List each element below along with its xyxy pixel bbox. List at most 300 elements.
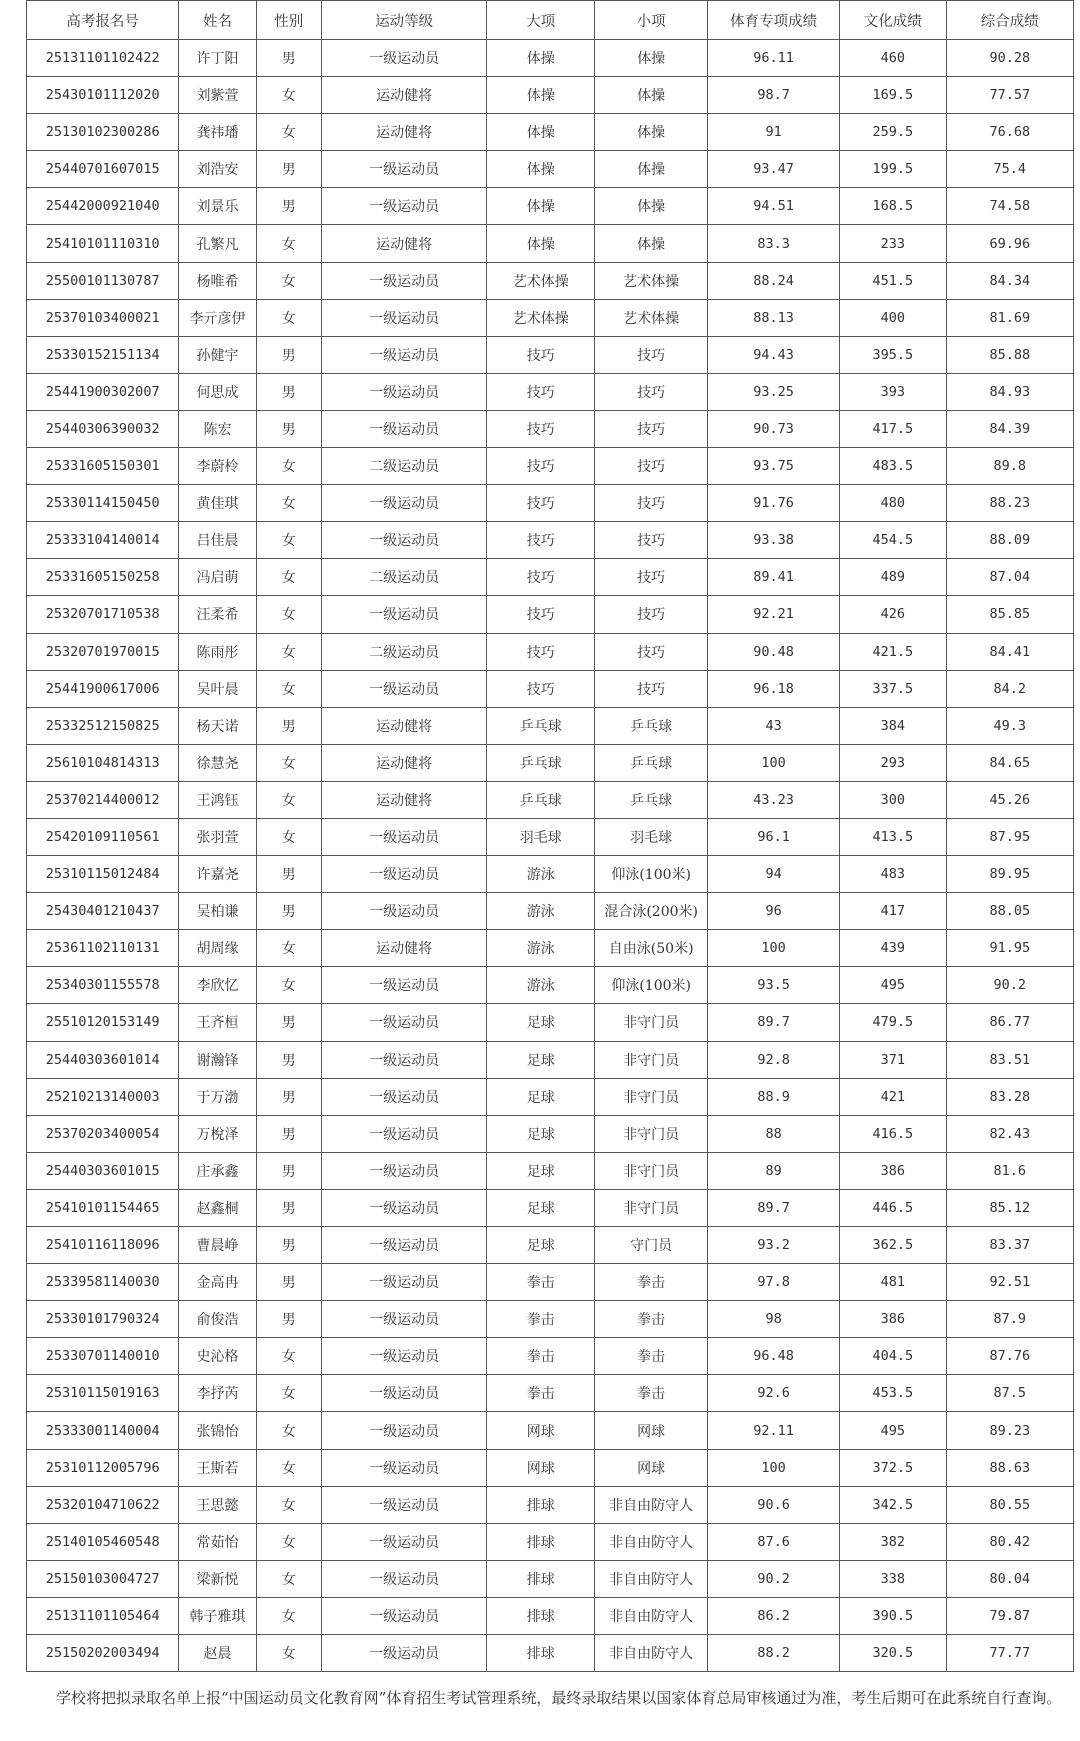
student-name-cell: 胡周缘: [179, 930, 256, 967]
student-name-cell: 王鸿钰: [179, 781, 256, 818]
sub-event-cell: 网球: [595, 1449, 708, 1486]
culture-score-cell: 233: [839, 225, 946, 262]
total-score-cell: 84.41: [946, 633, 1073, 670]
student-name-cell: 汪柔希: [179, 596, 256, 633]
major-event-cell: 体操: [487, 77, 595, 114]
culture-score-cell: 338: [839, 1560, 946, 1597]
total-score-cell: 84.93: [946, 373, 1073, 410]
athlete-level-cell: 一级运动员: [321, 1597, 486, 1634]
student-name-cell: 陈宏: [179, 410, 256, 447]
athlete-level-cell: 一级运动员: [321, 1189, 486, 1226]
total-score-cell: 85.88: [946, 336, 1073, 373]
table-row: [27, 856, 1074, 893]
total-score-cell: 85.12: [946, 1189, 1073, 1226]
culture-score-cell: 439: [839, 930, 946, 967]
sports-score-cell: 89: [708, 1152, 840, 1189]
athlete-level-cell: 一级运动员: [321, 1301, 486, 1338]
student-name-cell: 谢瀚锋: [179, 1041, 256, 1078]
sports-score-cell: 43: [708, 707, 840, 744]
gender-cell: 男: [256, 1189, 321, 1226]
sub-event-cell: 非自由防守人: [595, 1486, 708, 1523]
table-row: [27, 114, 1074, 151]
major-event-cell: 游泳: [487, 967, 595, 1004]
student-name-cell: 孔繁凡: [179, 225, 256, 262]
sub-event-cell: 非自由防守人: [595, 1523, 708, 1560]
table-row: [27, 1597, 1074, 1634]
sports-score-cell: 89.7: [708, 1189, 840, 1226]
total-score-cell: 77.77: [946, 1635, 1073, 1672]
exam-id-cell: 25150202003494: [27, 1635, 179, 1672]
table-row: [27, 522, 1074, 559]
athlete-level-cell: 一级运动员: [321, 522, 486, 559]
exam-id-cell: 25330701140010: [27, 1338, 179, 1375]
sports-score-cell: 88.2: [708, 1635, 840, 1672]
total-score-cell: 90.2: [946, 967, 1073, 1004]
table-row: [27, 559, 1074, 596]
major-event-cell: 技巧: [487, 596, 595, 633]
culture-score-cell: 199.5: [839, 151, 946, 188]
total-score-cell: 83.37: [946, 1227, 1073, 1264]
total-score-cell: 80.42: [946, 1523, 1073, 1560]
gender-cell: 男: [256, 707, 321, 744]
culture-score-cell: 395.5: [839, 336, 946, 373]
student-name-cell: 陈雨彤: [179, 633, 256, 670]
total-score-cell: 80.04: [946, 1560, 1073, 1597]
sub-event-cell: 技巧: [595, 522, 708, 559]
student-name-cell: 曹晨峥: [179, 1227, 256, 1264]
exam-id-cell: 25410101154465: [27, 1189, 179, 1226]
table-row: [27, 1078, 1074, 1115]
table-row: [27, 485, 1074, 522]
athlete-level-cell: 一级运动员: [321, 1486, 486, 1523]
sub-event-cell: 羽毛球: [595, 818, 708, 855]
athlete-level-cell: 一级运动员: [321, 151, 486, 188]
culture-score-cell: 460: [839, 40, 946, 77]
sub-event-cell: 混合泳(200米): [595, 893, 708, 930]
gender-cell: 女: [256, 744, 321, 781]
total-score-cell: 87.04: [946, 559, 1073, 596]
sub-event-cell: 守门员: [595, 1227, 708, 1264]
major-event-cell: 乒乓球: [487, 781, 595, 818]
culture-score-cell: 426: [839, 596, 946, 633]
exam-id-cell: 25150103004727: [27, 1560, 179, 1597]
culture-score-cell: 421: [839, 1078, 946, 1115]
major-event-cell: 乒乓球: [487, 707, 595, 744]
major-event-cell: 拳击: [487, 1301, 595, 1338]
gender-cell: 女: [256, 299, 321, 336]
athlete-level-cell: 一级运动员: [321, 1115, 486, 1152]
sports-score-cell: 93.2: [708, 1227, 840, 1264]
table-row: [27, 40, 1074, 77]
total-score-cell: 87.95: [946, 818, 1073, 855]
col-gender-header: 性别: [256, 1, 321, 40]
sub-event-cell: 自由泳(50米): [595, 930, 708, 967]
gender-cell: 女: [256, 225, 321, 262]
major-event-cell: 排球: [487, 1560, 595, 1597]
sub-event-cell: 非守门员: [595, 1152, 708, 1189]
sports-score-cell: 83.3: [708, 225, 840, 262]
table-row: [27, 1041, 1074, 1078]
total-score-cell: 89.95: [946, 856, 1073, 893]
table-row: [27, 336, 1074, 373]
athlete-level-cell: 二级运动员: [321, 633, 486, 670]
sports-score-cell: 100: [708, 930, 840, 967]
exam-id-cell: 25339581140030: [27, 1264, 179, 1301]
student-name-cell: 李亓彦伊: [179, 299, 256, 336]
gender-cell: 女: [256, 1338, 321, 1375]
student-name-cell: 龚祎璠: [179, 114, 256, 151]
col-major-event-header: 大项: [487, 1, 595, 40]
table-row: [27, 1560, 1074, 1597]
table-row: [27, 1412, 1074, 1449]
table-row: [27, 225, 1074, 262]
total-score-cell: 75.4: [946, 151, 1073, 188]
gender-cell: 男: [256, 373, 321, 410]
table-row: [27, 967, 1074, 1004]
total-score-cell: 90.28: [946, 40, 1073, 77]
total-score-cell: 83.51: [946, 1041, 1073, 1078]
sub-event-cell: 体操: [595, 77, 708, 114]
sports-score-cell: 43.23: [708, 781, 840, 818]
sub-event-cell: 体操: [595, 188, 708, 225]
sports-score-cell: 92.8: [708, 1041, 840, 1078]
athlete-level-cell: 一级运动员: [321, 299, 486, 336]
major-event-cell: 游泳: [487, 930, 595, 967]
sub-event-cell: 技巧: [595, 410, 708, 447]
sports-score-cell: 89.7: [708, 1004, 840, 1041]
total-score-cell: 84.39: [946, 410, 1073, 447]
athlete-level-cell: 一级运动员: [321, 40, 486, 77]
total-score-cell: 74.58: [946, 188, 1073, 225]
exam-id-cell: 25441900617006: [27, 670, 179, 707]
total-score-cell: 45.26: [946, 781, 1073, 818]
culture-score-cell: 372.5: [839, 1449, 946, 1486]
gender-cell: 女: [256, 781, 321, 818]
student-name-cell: 许嘉尧: [179, 856, 256, 893]
student-name-cell: 王斯若: [179, 1449, 256, 1486]
exam-id-cell: 25333001140004: [27, 1412, 179, 1449]
athlete-level-cell: 一级运动员: [321, 1523, 486, 1560]
major-event-cell: 网球: [487, 1449, 595, 1486]
total-score-cell: 84.34: [946, 262, 1073, 299]
gender-cell: 男: [256, 1301, 321, 1338]
athlete-level-cell: 一级运动员: [321, 1004, 486, 1041]
total-score-cell: 87.9: [946, 1301, 1073, 1338]
athlete-level-cell: 一级运动员: [321, 1338, 486, 1375]
athlete-level-cell: 一级运动员: [321, 1227, 486, 1264]
gender-cell: 男: [256, 336, 321, 373]
exam-id-cell: 25420109110561: [27, 818, 179, 855]
student-name-cell: 杨唯希: [179, 262, 256, 299]
gender-cell: 男: [256, 856, 321, 893]
student-name-cell: 吴叶晨: [179, 670, 256, 707]
total-score-cell: 76.68: [946, 114, 1073, 151]
gender-cell: 女: [256, 1486, 321, 1523]
sports-score-cell: 90.73: [708, 410, 840, 447]
student-name-cell: 徐慧尧: [179, 744, 256, 781]
sports-score-cell: 96.48: [708, 1338, 840, 1375]
sports-score-cell: 98: [708, 1301, 840, 1338]
sub-event-cell: 技巧: [595, 596, 708, 633]
sub-event-cell: 技巧: [595, 670, 708, 707]
sports-score-cell: 89.41: [708, 559, 840, 596]
admission-list: [26, 0, 1074, 1672]
major-event-cell: 足球: [487, 1041, 595, 1078]
major-event-cell: 技巧: [487, 448, 595, 485]
exam-id-cell: 25140105460548: [27, 1523, 179, 1560]
gender-cell: 女: [256, 967, 321, 1004]
exam-id-cell: 25410101110310: [27, 225, 179, 262]
exam-id-cell: 25410116118096: [27, 1227, 179, 1264]
athlete-level-cell: 一级运动员: [321, 1078, 486, 1115]
total-score-cell: 77.57: [946, 77, 1073, 114]
table-row: [27, 1115, 1074, 1152]
admission-note: 学校将把拟录取名单上报“中国运动员文化教育网”体育招生考试管理系统，最终录取结果以国家体育总局审核通过为准，考生后期可在此系统自行查询。: [56, 1689, 1062, 1707]
total-score-cell: 83.28: [946, 1078, 1073, 1115]
table-row: [27, 151, 1074, 188]
table-row: [27, 1486, 1074, 1523]
sports-score-cell: 88: [708, 1115, 840, 1152]
sports-score-cell: 88.13: [708, 299, 840, 336]
athlete-level-cell: 运动健将: [321, 930, 486, 967]
total-score-cell: 88.63: [946, 1449, 1073, 1486]
total-score-cell: 89.23: [946, 1412, 1073, 1449]
culture-score-cell: 481: [839, 1264, 946, 1301]
sub-event-cell: 技巧: [595, 485, 708, 522]
student-name-cell: 孙健宇: [179, 336, 256, 373]
athlete-level-cell: 二级运动员: [321, 559, 486, 596]
sub-event-cell: 非自由防守人: [595, 1635, 708, 1672]
major-event-cell: 技巧: [487, 633, 595, 670]
major-event-cell: 排球: [487, 1523, 595, 1560]
gender-cell: 女: [256, 596, 321, 633]
sports-score-cell: 88.9: [708, 1078, 840, 1115]
athlete-level-cell: 一级运动员: [321, 818, 486, 855]
total-score-cell: 79.87: [946, 1597, 1073, 1634]
total-score-cell: 88.09: [946, 522, 1073, 559]
major-event-cell: 技巧: [487, 670, 595, 707]
table-row: [27, 744, 1074, 781]
culture-score-cell: 342.5: [839, 1486, 946, 1523]
culture-score-cell: 371: [839, 1041, 946, 1078]
major-event-cell: 体操: [487, 225, 595, 262]
gender-cell: 男: [256, 1264, 321, 1301]
sub-event-cell: 非守门员: [595, 1004, 708, 1041]
culture-score-cell: 421.5: [839, 633, 946, 670]
major-event-cell: 足球: [487, 1115, 595, 1152]
exam-id-cell: 25442000921040: [27, 188, 179, 225]
sports-score-cell: 93.47: [708, 151, 840, 188]
sub-event-cell: 拳击: [595, 1301, 708, 1338]
table-header-row: [27, 1, 1074, 40]
sub-event-cell: 艺术体操: [595, 299, 708, 336]
table-row: [27, 1227, 1074, 1264]
table-row: [27, 1004, 1074, 1041]
major-event-cell: 排球: [487, 1486, 595, 1523]
student-name-cell: 吴柏谦: [179, 893, 256, 930]
culture-score-cell: 337.5: [839, 670, 946, 707]
table-row: [27, 262, 1074, 299]
sports-score-cell: 96.1: [708, 818, 840, 855]
major-event-cell: 排球: [487, 1635, 595, 1672]
athlete-level-cell: 一级运动员: [321, 373, 486, 410]
sports-score-cell: 93.38: [708, 522, 840, 559]
sports-score-cell: 90.6: [708, 1486, 840, 1523]
culture-score-cell: 362.5: [839, 1227, 946, 1264]
gender-cell: 女: [256, 1597, 321, 1634]
col-sports-score-header: 体育专项成绩: [708, 1, 840, 40]
major-event-cell: 游泳: [487, 856, 595, 893]
table-row: [27, 1264, 1074, 1301]
exam-id-cell: 25370203400054: [27, 1115, 179, 1152]
culture-score-cell: 451.5: [839, 262, 946, 299]
culture-score-cell: 453.5: [839, 1375, 946, 1412]
sports-score-cell: 96.18: [708, 670, 840, 707]
gender-cell: 男: [256, 893, 321, 930]
exam-id-cell: 25320701710538: [27, 596, 179, 633]
sports-score-cell: 90.48: [708, 633, 840, 670]
student-name-cell: 张羽萱: [179, 818, 256, 855]
athlete-level-cell: 一级运动员: [321, 188, 486, 225]
exam-id-cell: 25130102300286: [27, 114, 179, 151]
major-event-cell: 羽毛球: [487, 818, 595, 855]
gender-cell: 女: [256, 1412, 321, 1449]
exam-id-cell: 25441900302007: [27, 373, 179, 410]
sports-score-cell: 91.76: [708, 485, 840, 522]
sports-score-cell: 100: [708, 744, 840, 781]
sports-score-cell: 90.2: [708, 1560, 840, 1597]
culture-score-cell: 417.5: [839, 410, 946, 447]
exam-id-cell: 25330101790324: [27, 1301, 179, 1338]
gender-cell: 女: [256, 114, 321, 151]
athlete-level-cell: 一级运动员: [321, 596, 486, 633]
exam-id-cell: 25440306390032: [27, 410, 179, 447]
table-row: [27, 410, 1074, 447]
sports-score-cell: 96.11: [708, 40, 840, 77]
student-name-cell: 李欣忆: [179, 967, 256, 1004]
total-score-cell: 86.77: [946, 1004, 1073, 1041]
athlete-level-cell: 一级运动员: [321, 1152, 486, 1189]
total-score-cell: 81.6: [946, 1152, 1073, 1189]
major-event-cell: 游泳: [487, 893, 595, 930]
major-event-cell: 足球: [487, 1152, 595, 1189]
sub-event-cell: 技巧: [595, 633, 708, 670]
culture-score-cell: 393: [839, 373, 946, 410]
sub-event-cell: 非守门员: [595, 1078, 708, 1115]
athlete-level-cell: 一级运动员: [321, 1264, 486, 1301]
culture-score-cell: 169.5: [839, 77, 946, 114]
sub-event-cell: 非守门员: [595, 1115, 708, 1152]
total-score-cell: 80.55: [946, 1486, 1073, 1523]
student-name-cell: 李抒芮: [179, 1375, 256, 1412]
culture-score-cell: 416.5: [839, 1115, 946, 1152]
gender-cell: 女: [256, 522, 321, 559]
gender-cell: 女: [256, 559, 321, 596]
exam-id-cell: 25370103400021: [27, 299, 179, 336]
culture-score-cell: 495: [839, 1412, 946, 1449]
sub-event-cell: 乒乓球: [595, 707, 708, 744]
athlete-level-cell: 运动健将: [321, 781, 486, 818]
student-name-cell: 王思懿: [179, 1486, 256, 1523]
table-row: [27, 77, 1074, 114]
sports-score-cell: 93.5: [708, 967, 840, 1004]
gender-cell: 女: [256, 1449, 321, 1486]
table-row: [27, 596, 1074, 633]
exam-id-cell: 25331605150258: [27, 559, 179, 596]
culture-score-cell: 446.5: [839, 1189, 946, 1226]
major-event-cell: 足球: [487, 1004, 595, 1041]
sports-score-cell: 97.8: [708, 1264, 840, 1301]
gender-cell: 女: [256, 633, 321, 670]
athlete-level-cell: 一级运动员: [321, 1412, 486, 1449]
culture-score-cell: 454.5: [839, 522, 946, 559]
student-name-cell: 何思成: [179, 373, 256, 410]
gender-cell: 女: [256, 262, 321, 299]
athlete-level-cell: 运动健将: [321, 707, 486, 744]
student-name-cell: 刘紫萱: [179, 77, 256, 114]
sub-event-cell: 拳击: [595, 1338, 708, 1375]
sports-score-cell: 94: [708, 856, 840, 893]
major-event-cell: 体操: [487, 151, 595, 188]
table-row: [27, 893, 1074, 930]
culture-score-cell: 384: [839, 707, 946, 744]
sub-event-cell: 乒乓球: [595, 744, 708, 781]
exam-id-cell: 25320104710622: [27, 1486, 179, 1523]
total-score-cell: 82.43: [946, 1115, 1073, 1152]
major-event-cell: 拳击: [487, 1375, 595, 1412]
sub-event-cell: 非自由防守人: [595, 1597, 708, 1634]
exam-id-cell: 25330152151134: [27, 336, 179, 373]
athlete-level-cell: 一级运动员: [321, 856, 486, 893]
table-body: [27, 40, 1074, 1672]
student-name-cell: 刘浩安: [179, 151, 256, 188]
major-event-cell: 排球: [487, 1597, 595, 1634]
culture-score-cell: 320.5: [839, 1635, 946, 1672]
exam-id-cell: 25440303601015: [27, 1152, 179, 1189]
athlete-level-cell: 运动健将: [321, 77, 486, 114]
culture-score-cell: 404.5: [839, 1338, 946, 1375]
exam-id-cell: 25310115012484: [27, 856, 179, 893]
student-name-cell: 金高冉: [179, 1264, 256, 1301]
exam-id-cell: 25131101102422: [27, 40, 179, 77]
major-event-cell: 艺术体操: [487, 262, 595, 299]
sub-event-cell: 乒乓球: [595, 781, 708, 818]
col-level-header: 运动等级: [321, 1, 486, 40]
sports-score-cell: 94.43: [708, 336, 840, 373]
athlete-level-cell: 一级运动员: [321, 336, 486, 373]
sub-event-cell: 仰泳(100米): [595, 856, 708, 893]
student-name-cell: 庄承鑫: [179, 1152, 256, 1189]
student-name-cell: 吕佳晨: [179, 522, 256, 559]
total-score-cell: 84.65: [946, 744, 1073, 781]
student-name-cell: 冯启萌: [179, 559, 256, 596]
culture-score-cell: 293: [839, 744, 946, 781]
table-row: [27, 1338, 1074, 1375]
sub-event-cell: 体操: [595, 114, 708, 151]
total-score-cell: 84.2: [946, 670, 1073, 707]
culture-score-cell: 168.5: [839, 188, 946, 225]
gender-cell: 男: [256, 188, 321, 225]
gender-cell: 女: [256, 1560, 321, 1597]
major-event-cell: 技巧: [487, 336, 595, 373]
gender-cell: 男: [256, 410, 321, 447]
culture-score-cell: 413.5: [839, 818, 946, 855]
gender-cell: 女: [256, 485, 321, 522]
athlete-level-cell: 运动健将: [321, 114, 486, 151]
gender-cell: 女: [256, 818, 321, 855]
table-row: [27, 1449, 1074, 1486]
athlete-level-cell: 一级运动员: [321, 1635, 486, 1672]
